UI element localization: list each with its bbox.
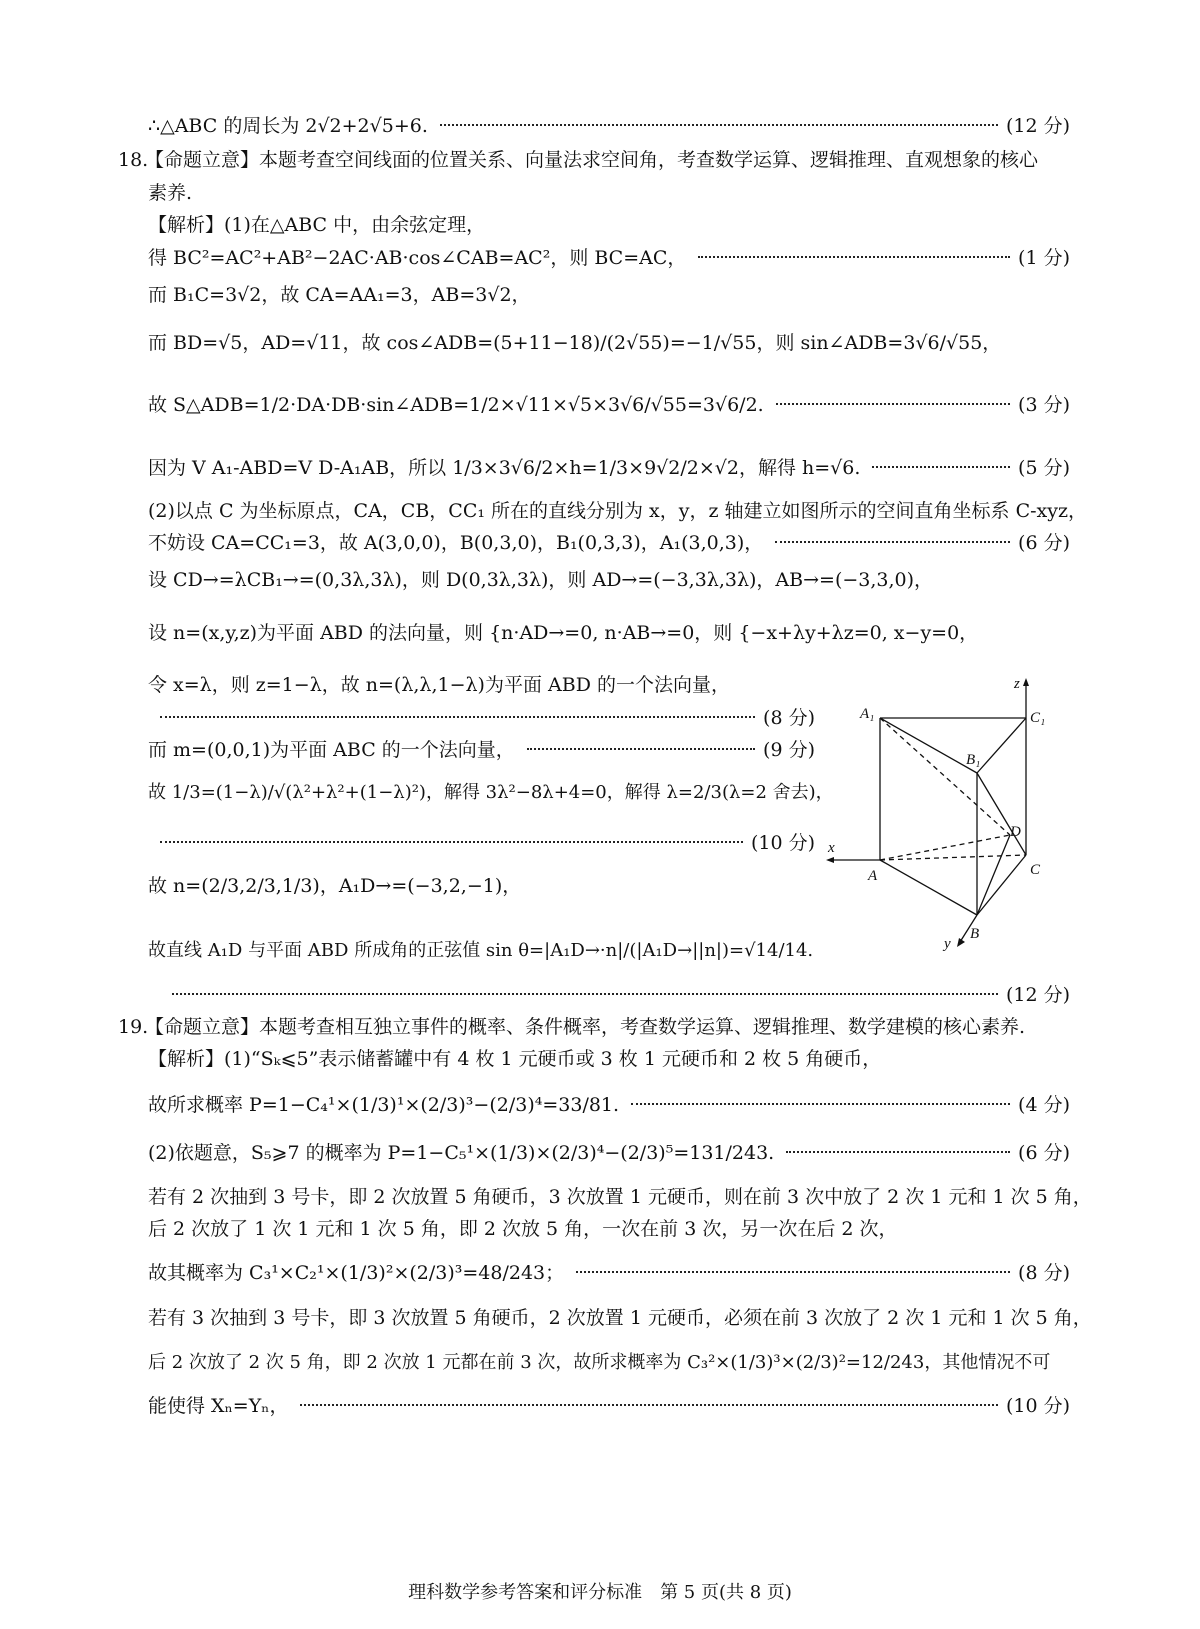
line-text: 后 2 次放了 1 次 1 元和 1 次 5 角，即 2 次放 5 角，一次在前 3 次，另一次在后 2 次， (148, 1218, 898, 1240)
y-axis-arrow-icon (957, 938, 965, 947)
score-mark: (5 分) (1018, 457, 1070, 479)
score-mark: (10 分) (1005, 1395, 1070, 1417)
label-A1: A₁ (860, 706, 875, 722)
line-22 (145, 1014, 1070, 1040)
edge-A1B1 (880, 718, 977, 773)
line-20 (148, 938, 815, 964)
dot-leader (440, 124, 998, 126)
line-25 (148, 1140, 1070, 1166)
line-text: 故其概率为 C₃¹×C₂¹×(1/3)²×(2/3)³=48/243； (148, 1262, 565, 1284)
line-text: 故所求概率 P=1−C₄¹×(1/3)¹×(2/3)³−(2/3)⁴=33/81. (148, 1094, 620, 1116)
line-text: 故 S△ADB=1/2·DA·DB·sin∠ADB=1/2×√11×√5×3√6/√55=3√6/2. (148, 394, 764, 416)
dot-leader (160, 716, 755, 718)
edge-BC (977, 855, 1026, 915)
line-text: 故直线 A₁D 与平面 ABD 所成角的正弦值 sin θ=|A₁D→·n|/(|A₁D→||n|)=√14/14. (148, 940, 814, 961)
line-14 (148, 672, 820, 698)
line-2 (145, 147, 1070, 173)
line-text: 不妨设 CA=CC₁=3，故 A(3,0,0)，B(0,3,0)，B₁(0,3,3)，A₁(3,0,3)， (148, 532, 764, 554)
line-26 (148, 1184, 1092, 1210)
line-text: 而 m=(0,0,1)为平面 ABC 的一个法向量， (148, 739, 515, 761)
dot-leader (576, 1271, 1010, 1273)
dot-leader (872, 466, 1010, 468)
line-text: 素养. (148, 182, 193, 204)
edge-B1C (977, 773, 1026, 855)
line-8 (148, 392, 1070, 418)
line-text: ∴△ABC 的周长为 2√2+2√5+6. (148, 115, 428, 137)
label-C1: C₁ (1030, 710, 1046, 726)
line-23 (148, 1046, 1070, 1072)
line-29 (148, 1305, 1092, 1331)
dot-leader (300, 1404, 997, 1406)
line-11 (148, 530, 1070, 556)
line-text: 【解析】(1)在△ABC 中，由余弦定理， (148, 214, 486, 236)
dot-leader (775, 541, 1010, 543)
edge-AB (880, 860, 977, 915)
label-y: y (944, 936, 951, 952)
line-27 (148, 1216, 1070, 1242)
line-text: 【命题立意】本题考查空间线面的位置关系、向量法求空间角，考查数学运算、逻辑推理、直观想象的核心 (145, 149, 1039, 171)
line-text: 得 BC²=AC²+AB²−2AC·AB·cos∠CAB=AC²，则 BC=AC， (148, 247, 687, 269)
edge-C1B1 (977, 718, 1026, 773)
line-19 (148, 873, 815, 899)
line-30 (148, 1350, 1070, 1376)
label-B: B (970, 926, 980, 942)
line-1 (148, 113, 1070, 139)
line-15 (148, 705, 815, 731)
line-13 (148, 620, 1070, 646)
line-text: 后 2 次放了 2 次 5 角，即 2 次放 1 元都在前 3 次，故所求概率为 C₃²×(1/3)³×(2/3)²=12/243，其他情况不可 (148, 1352, 1051, 1373)
label-x: x (828, 840, 835, 856)
line-7 (148, 330, 1070, 356)
line-21 (160, 982, 1070, 1008)
dot-leader (160, 841, 743, 843)
score-mark: (12 分) (1005, 115, 1070, 137)
line-text: 【解析】(1)“Sₖ⩽5”表示储蓄罐中有 4 枚 1 元硬币或 3 枚 1 元硬币和 2 枚 5 角硬币， (148, 1048, 882, 1070)
prism-figure (820, 670, 1060, 960)
line-24 (148, 1092, 1070, 1118)
score-mark: (6 分) (1018, 532, 1070, 554)
line-text: 设 CD→=λCB₁→=(0,3λ,3λ)，则 D(0,3λ,3λ)，则 AD→=(−3,3λ,3λ)，AB→=(−3,3,0)， (148, 569, 934, 591)
line-18 (148, 830, 815, 856)
line-text: 若有 2 次抽到 3 号卡，即 2 次放置 5 角硬币，3 次放置 1 元硬币，则在前 3 次中放了 2 次 1 元和 1 次 5 角， (148, 1186, 1092, 1208)
label-C: C (1030, 862, 1041, 878)
dashed-A1D (880, 718, 1010, 835)
score-mark: (6 分) (1018, 1142, 1070, 1164)
line-6 (148, 282, 1070, 308)
line-9 (148, 455, 1070, 481)
line-text: 故 1/3=(1−λ)/√(λ²+λ²+(1−λ)²)，解得 3λ²−8λ+4=0，解得 λ=2/3(λ=2 舍去)， (148, 782, 834, 803)
line-text: 故 n=(2/3,2/3,1/3)，A₁D→=(−3,2,−1)， (148, 875, 522, 897)
line-12 (148, 567, 1070, 593)
label-z: z (1014, 676, 1020, 692)
line-28 (148, 1260, 1070, 1286)
line-text: 若有 3 次抽到 3 号卡，即 3 次放置 5 角硬币，2 次放置 1 元硬币，必须在前 3 次放了 2 次 1 元和 1 次 5 角， (148, 1307, 1092, 1329)
dot-leader (172, 993, 998, 995)
score-mark: (3 分) (1018, 394, 1070, 416)
line-17 (148, 780, 834, 806)
score-mark: (1 分) (1018, 247, 1070, 269)
line-text: 因为 V A₁-ABD=V D-A₁AB，所以 1/3×3√6/2×h=1/3×9√2/2×√2，解得 h=√6. (148, 457, 861, 479)
dot-leader (786, 1151, 1010, 1153)
dot-leader (631, 1103, 1010, 1105)
line-text: 而 B₁C=3√2，故 CA=AA₁=3，AB=3√2， (148, 284, 531, 306)
line-5 (148, 245, 1070, 271)
line-31 (148, 1393, 1070, 1419)
line-3 (148, 180, 1070, 206)
edge-BD (977, 835, 1010, 915)
line-text: 而 BD=√5，AD=√11，故 cos∠ADB=(5+11−18)/(2√55)=−1/√55，则 sin∠ADB=3√6/√55， (148, 332, 1002, 354)
line-text: (2)依题意，S₅⩾7 的概率为 P=1−C₅¹×(1/3)×(2/3)⁴−(2/3)⁵=131/243. (148, 1142, 775, 1164)
line-text: (2)以点 C 为坐标原点，CA，CB，CC₁ 所在的直线分别为 x，y，z 轴建立如图所示的空间直角坐标系 C-xyz， (148, 500, 1088, 522)
dot-leader (776, 403, 1010, 405)
score-mark: (8 分) (763, 707, 815, 729)
label-D: D (1010, 824, 1021, 840)
line-text: 令 x=λ，则 z=1−λ，故 n=(λ,λ,1−λ)为平面 ABD 的一个法向量， (148, 674, 730, 696)
dot-leader (527, 748, 755, 750)
score-mark: (12 分) (1005, 984, 1070, 1006)
score-mark: (8 分) (1018, 1262, 1070, 1284)
line-10 (148, 498, 1088, 524)
line-text: 设 n=(x,y,z)为平面 ABD 的法向量，则 {n·AD→=0, n·AB→=0，则 {−x+λy+λz=0, x−y=0， (148, 622, 979, 644)
question-number-19: 19. (118, 1016, 149, 1038)
question-number-18: 18. (118, 149, 149, 171)
score-mark: (4 分) (1018, 1094, 1070, 1116)
label-A: A (868, 868, 878, 884)
line-text: 能使得 Xₙ=Yₙ， (148, 1395, 289, 1417)
score-mark: (9 分) (763, 739, 815, 761)
line-text: 【命题立意】本题考查相互独立事件的概率、条件概率，考查数学运算、逻辑推理、数学建模的核心素养. (145, 1016, 1026, 1038)
dot-leader (698, 256, 1010, 258)
x-axis-arrow-icon (826, 857, 834, 863)
page-footer: 理科数学参考答案和评分标准 第 5 页(共 8 页) (408, 1582, 792, 1603)
score-mark: (10 分) (750, 832, 815, 854)
line-4 (148, 212, 1070, 238)
z-axis-arrow-icon (1023, 678, 1029, 686)
label-B1: B₁ (966, 752, 981, 768)
line-16 (148, 737, 815, 763)
